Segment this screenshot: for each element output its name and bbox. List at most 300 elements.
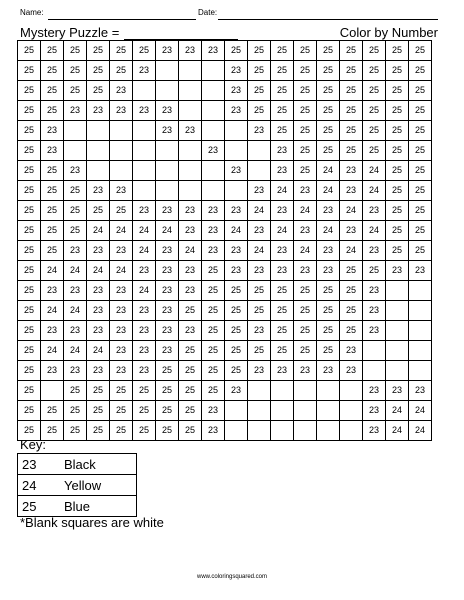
grid-cell: 25 [248,41,271,61]
grid-cell: 25 [409,201,432,221]
grid-cell: 25 [41,81,64,101]
grid-cell [248,161,271,181]
grid-cell: 25 [340,101,363,121]
grid-cell: 25 [409,81,432,101]
grid-cell: 25 [41,201,64,221]
grid-cell [133,141,156,161]
grid-cell [294,381,317,401]
grid-cell: 23 [202,421,225,441]
blank-squares-note: *Blank squares are white [20,515,164,530]
grid-cell: 23 [41,321,64,341]
grid-cell: 25 [18,81,41,101]
grid-cell: 25 [18,141,41,161]
grid-cell: 23 [133,101,156,121]
grid-cell [225,141,248,161]
key-color-name: Black [60,454,137,475]
grid-cell: 23 [179,281,202,301]
grid-cell: 25 [294,81,317,101]
grid-cell: 23 [271,201,294,221]
grid-cell: 23 [41,141,64,161]
grid-cell: 25 [87,401,110,421]
grid-cell: 23 [64,281,87,301]
grid-row [18,301,432,321]
key-row [18,496,137,517]
grid-cell: 25 [294,321,317,341]
grid-cell: 25 [64,221,87,241]
grid-cell: 25 [225,301,248,321]
date-label: Date: [198,8,218,17]
grid-cell [202,181,225,201]
grid-cell: 25 [294,121,317,141]
grid-cell: 25 [294,61,317,81]
grid-cell [179,141,202,161]
grid-cell [156,141,179,161]
grid-cell: 23 [248,261,271,281]
grid-cell: 25 [340,61,363,81]
grid-cell: 23 [110,301,133,321]
grid-cell: 23 [110,241,133,261]
grid-cell: 25 [363,141,386,161]
grid-cell [248,381,271,401]
grid-cell [294,401,317,421]
grid-cell: 24 [271,221,294,241]
grid-cell: 25 [386,121,409,141]
grid-cell: 25 [202,361,225,381]
grid-cell: 24 [41,261,64,281]
grid-cell: 24 [363,221,386,241]
grid-cell: 23 [363,321,386,341]
grid-cell: 25 [110,201,133,221]
grid-row [18,221,432,241]
grid-cell: 25 [248,101,271,121]
grid-cell: 25 [271,341,294,361]
grid-cell: 23 [225,261,248,281]
grid-row [18,161,432,181]
grid-cell: 25 [41,101,64,121]
grid-cell: 25 [271,301,294,321]
grid-cell: 23 [156,301,179,321]
grid-cell: 25 [386,221,409,241]
grid-cell: 24 [225,221,248,241]
grid-cell: 25 [18,401,41,421]
grid-cell: 23 [179,121,202,141]
key-number: 23 [18,454,61,475]
grid-row [18,321,432,341]
grid-cell: 25 [18,101,41,121]
grid-row [18,401,432,421]
grid-cell [133,81,156,101]
grid-cell: 23 [340,221,363,241]
grid-cell [87,121,110,141]
grid-cell [294,421,317,441]
grid-cell: 25 [18,201,41,221]
grid-cell: 25 [386,81,409,101]
grid-cell: 23 [225,381,248,401]
grid-cell: 24 [386,421,409,441]
grid-cell: 23 [294,261,317,281]
grid-cell: 25 [202,381,225,401]
grid-cell [133,181,156,201]
grid-cell: 24 [64,301,87,321]
grid-cell: 25 [409,121,432,141]
grid-cell [225,181,248,201]
grid-cell: 25 [18,421,41,441]
grid-cell: 24 [340,201,363,221]
grid-cell: 23 [133,301,156,321]
grid-cell: 23 [110,81,133,101]
grid-cell: 23 [156,341,179,361]
grid-cell: 25 [386,201,409,221]
grid-cell [202,101,225,121]
grid-cell [110,121,133,141]
grid-cell: 25 [202,301,225,321]
grid-cell: 23 [317,261,340,281]
grid-cell: 25 [18,261,41,281]
grid-cell: 25 [363,41,386,61]
grid-cell [386,281,409,301]
grid-cell: 24 [294,201,317,221]
grid-cell: 23 [225,241,248,261]
grid-cell [156,181,179,201]
grid-cell: 23 [340,161,363,181]
grid-cell: 25 [41,401,64,421]
grid-cell: 25 [248,81,271,101]
grid-cell [202,161,225,181]
grid-cell: 25 [340,121,363,141]
grid-cell: 25 [202,341,225,361]
grid-cell: 25 [133,381,156,401]
grid-cell: 23 [87,301,110,321]
grid-cell: 25 [340,321,363,341]
grid-cell: 25 [294,41,317,61]
color-key [17,453,137,517]
grid-cell: 25 [294,161,317,181]
grid-cell [179,181,202,201]
grid-cell: 25 [271,61,294,81]
grid-cell: 25 [41,161,64,181]
grid-cell: 25 [156,401,179,421]
grid-cell [386,361,409,381]
grid-cell: 25 [41,181,64,201]
grid-row [18,201,432,221]
grid-cell: 24 [271,181,294,201]
grid-cell [409,341,432,361]
grid-cell: 23 [363,401,386,421]
name-line [48,19,196,20]
grid-cell: 23 [317,361,340,381]
grid-row [18,341,432,361]
grid-cell: 23 [363,241,386,261]
grid-cell: 23 [156,41,179,61]
grid-cell: 24 [110,261,133,281]
grid-cell: 23 [271,361,294,381]
grid-cell: 23 [386,261,409,281]
grid-cell: 25 [317,281,340,301]
grid-cell [386,341,409,361]
grid-cell: 25 [409,181,432,201]
grid-cell: 25 [18,301,41,321]
grid-cell: 23 [133,261,156,281]
grid-cell: 23 [64,101,87,121]
grid-cell: 23 [202,241,225,261]
grid-cell: 23 [202,201,225,221]
grid-cell: 25 [18,281,41,301]
grid-cell: 24 [133,241,156,261]
grid-cell: 23 [156,121,179,141]
grid-cell: 23 [87,181,110,201]
grid-cell: 23 [202,141,225,161]
grid-cell: 25 [409,141,432,161]
grid-cell [202,121,225,141]
grid-cell: 23 [87,321,110,341]
grid-cell: 23 [225,201,248,221]
grid-cell: 25 [294,301,317,321]
grid-cell: 25 [248,61,271,81]
grid-cell: 25 [87,381,110,401]
grid-cell: 25 [18,181,41,201]
puzzle-grid [17,40,432,441]
grid-cell: 23 [133,201,156,221]
grid-cell: 23 [271,261,294,281]
grid-cell: 25 [225,341,248,361]
grid-cell: 25 [87,61,110,81]
grid-cell: 23 [340,341,363,361]
grid-cell: 25 [363,101,386,121]
grid-cell: 24 [110,221,133,241]
grid-cell: 25 [156,421,179,441]
grid-cell [386,321,409,341]
grid-cell: 25 [156,381,179,401]
grid-cell: 23 [64,361,87,381]
grid-cell: 23 [156,241,179,261]
grid-cell: 24 [133,281,156,301]
grid-cell [317,381,340,401]
grid-cell [156,161,179,181]
grid-cell: 23 [363,381,386,401]
grid-cell: 25 [386,101,409,121]
grid-cell: 23 [225,101,248,121]
grid-cell: 25 [18,161,41,181]
grid-cell: 23 [294,221,317,241]
grid-cell: 25 [340,261,363,281]
grid-cell: 25 [271,281,294,301]
grid-cell: 25 [386,181,409,201]
grid-cell: 25 [317,41,340,61]
grid-cell: 25 [386,141,409,161]
grid-cell: 23 [87,241,110,261]
grid-cell: 25 [18,61,41,81]
grid-cell [87,161,110,181]
grid-cell: 25 [340,141,363,161]
grid-row [18,41,432,61]
grid-cell [225,121,248,141]
grid-cell: 25 [18,341,41,361]
grid-cell: 23 [363,421,386,441]
grid-cell: 25 [248,341,271,361]
grid-cell: 24 [317,221,340,241]
grid-row [18,61,432,81]
grid-cell: 25 [41,221,64,241]
grid-cell: 25 [18,221,41,241]
puzzle-title: Mystery Puzzle = [20,25,120,40]
grid-cell: 23 [340,361,363,381]
grid-cell: 25 [41,41,64,61]
grid-cell: 23 [317,201,340,221]
grid-cell: 23 [156,101,179,121]
grid-cell: 25 [294,281,317,301]
grid-cell: 25 [64,41,87,61]
grid-row [18,281,432,301]
grid-cell [317,401,340,421]
grid-cell [363,361,386,381]
grid-cell: 25 [340,41,363,61]
key-row [18,475,137,496]
grid-cell [271,421,294,441]
grid-cell: 23 [202,41,225,61]
grid-cell: 25 [317,101,340,121]
grid-cell: 25 [317,121,340,141]
grid-cell: 25 [18,241,41,261]
grid-cell: 25 [409,41,432,61]
grid-cell: 23 [110,281,133,301]
grid-cell [248,141,271,161]
grid-cell: 25 [133,401,156,421]
grid-cell: 23 [133,321,156,341]
grid-cell: 23 [133,61,156,81]
grid-cell: 25 [409,101,432,121]
grid-cell [179,81,202,101]
grid-cell [363,341,386,361]
grid-cell [409,301,432,321]
grid-cell [317,421,340,441]
grid-cell: 25 [294,341,317,361]
grid-cell: 25 [271,321,294,341]
grid-cell: 25 [64,81,87,101]
grid-cell: 24 [41,341,64,361]
grid-cell: 25 [363,261,386,281]
grid-cell [202,61,225,81]
grid-cell: 25 [87,41,110,61]
grid-cell: 23 [110,181,133,201]
grid-cell: 24 [409,401,432,421]
grid-cell: 25 [18,121,41,141]
key-number: 25 [18,496,61,517]
grid-row [18,381,432,401]
grid-cell: 25 [41,421,64,441]
grid-cell: 23 [179,261,202,281]
key-title: Key: [20,437,47,452]
grid-cell: 25 [18,381,41,401]
grid-cell: 24 [248,241,271,261]
grid-cell: 24 [133,221,156,241]
grid-cell: 23 [110,321,133,341]
grid-cell: 23 [110,101,133,121]
grid-cell: 25 [409,241,432,261]
grid-cell: 25 [179,361,202,381]
grid-cell: 23 [202,221,225,241]
grid-cell: 23 [64,161,87,181]
grid-cell: 23 [87,281,110,301]
grid-cell: 24 [317,161,340,181]
key-row [18,454,137,475]
grid-cell: 24 [363,181,386,201]
grid-cell: 23 [133,341,156,361]
grid-cell: 25 [363,121,386,141]
date-line [218,19,438,20]
grid-cell [271,401,294,421]
grid-cell: 23 [179,201,202,221]
grid-cell: 25 [87,81,110,101]
grid-cell: 25 [133,421,156,441]
grid-cell [133,161,156,181]
grid-row [18,261,432,281]
grid-cell [248,401,271,421]
grid-row [18,101,432,121]
grid-cell: 25 [271,81,294,101]
grid-cell: 25 [87,201,110,221]
grid-cell: 23 [248,361,271,381]
grid-cell: 23 [133,361,156,381]
grid-cell: 23 [64,241,87,261]
grid-cell [64,121,87,141]
grid-cell: 24 [317,181,340,201]
grid-cell: 24 [64,341,87,361]
grid-cell: 25 [317,301,340,321]
grid-cell: 25 [317,341,340,361]
grid-cell: 23 [202,401,225,421]
footer-url: www.coloringsquared.com [196,574,268,580]
grid-cell: 23 [271,241,294,261]
grid-cell: 25 [363,81,386,101]
grid-cell [87,141,110,161]
grid-cell: 25 [202,281,225,301]
grid-cell: 23 [156,281,179,301]
grid-cell [271,381,294,401]
grid-cell: 25 [18,41,41,61]
grid-cell [202,81,225,101]
grid-cell: 23 [340,181,363,201]
grid-cell [179,161,202,181]
grid-cell: 23 [41,361,64,381]
grid-cell: 24 [41,301,64,321]
grid-cell: 25 [110,61,133,81]
grid-cell: 23 [409,261,432,281]
grid-cell: 25 [202,261,225,281]
grid-cell: 24 [179,241,202,261]
grid-cell: 25 [271,41,294,61]
grid-cell: 24 [294,241,317,261]
grid-cell: 23 [225,161,248,181]
grid-cell: 25 [409,61,432,81]
grid-cell: 25 [294,101,317,121]
grid-cell: 25 [110,421,133,441]
grid-cell: 24 [87,341,110,361]
grid-cell [64,141,87,161]
grid-cell: 24 [156,221,179,241]
grid-cell: 25 [340,281,363,301]
grid-cell: 23 [156,321,179,341]
grid-cell: 25 [363,61,386,81]
grid-cell [340,421,363,441]
grid-cell: 24 [64,261,87,281]
grid-cell: 25 [248,281,271,301]
grid-row [18,181,432,201]
grid-cell [179,61,202,81]
grid-cell: 23 [179,41,202,61]
grid-cell: 23 [294,361,317,381]
grid-cell: 25 [110,41,133,61]
grid-row [18,141,432,161]
